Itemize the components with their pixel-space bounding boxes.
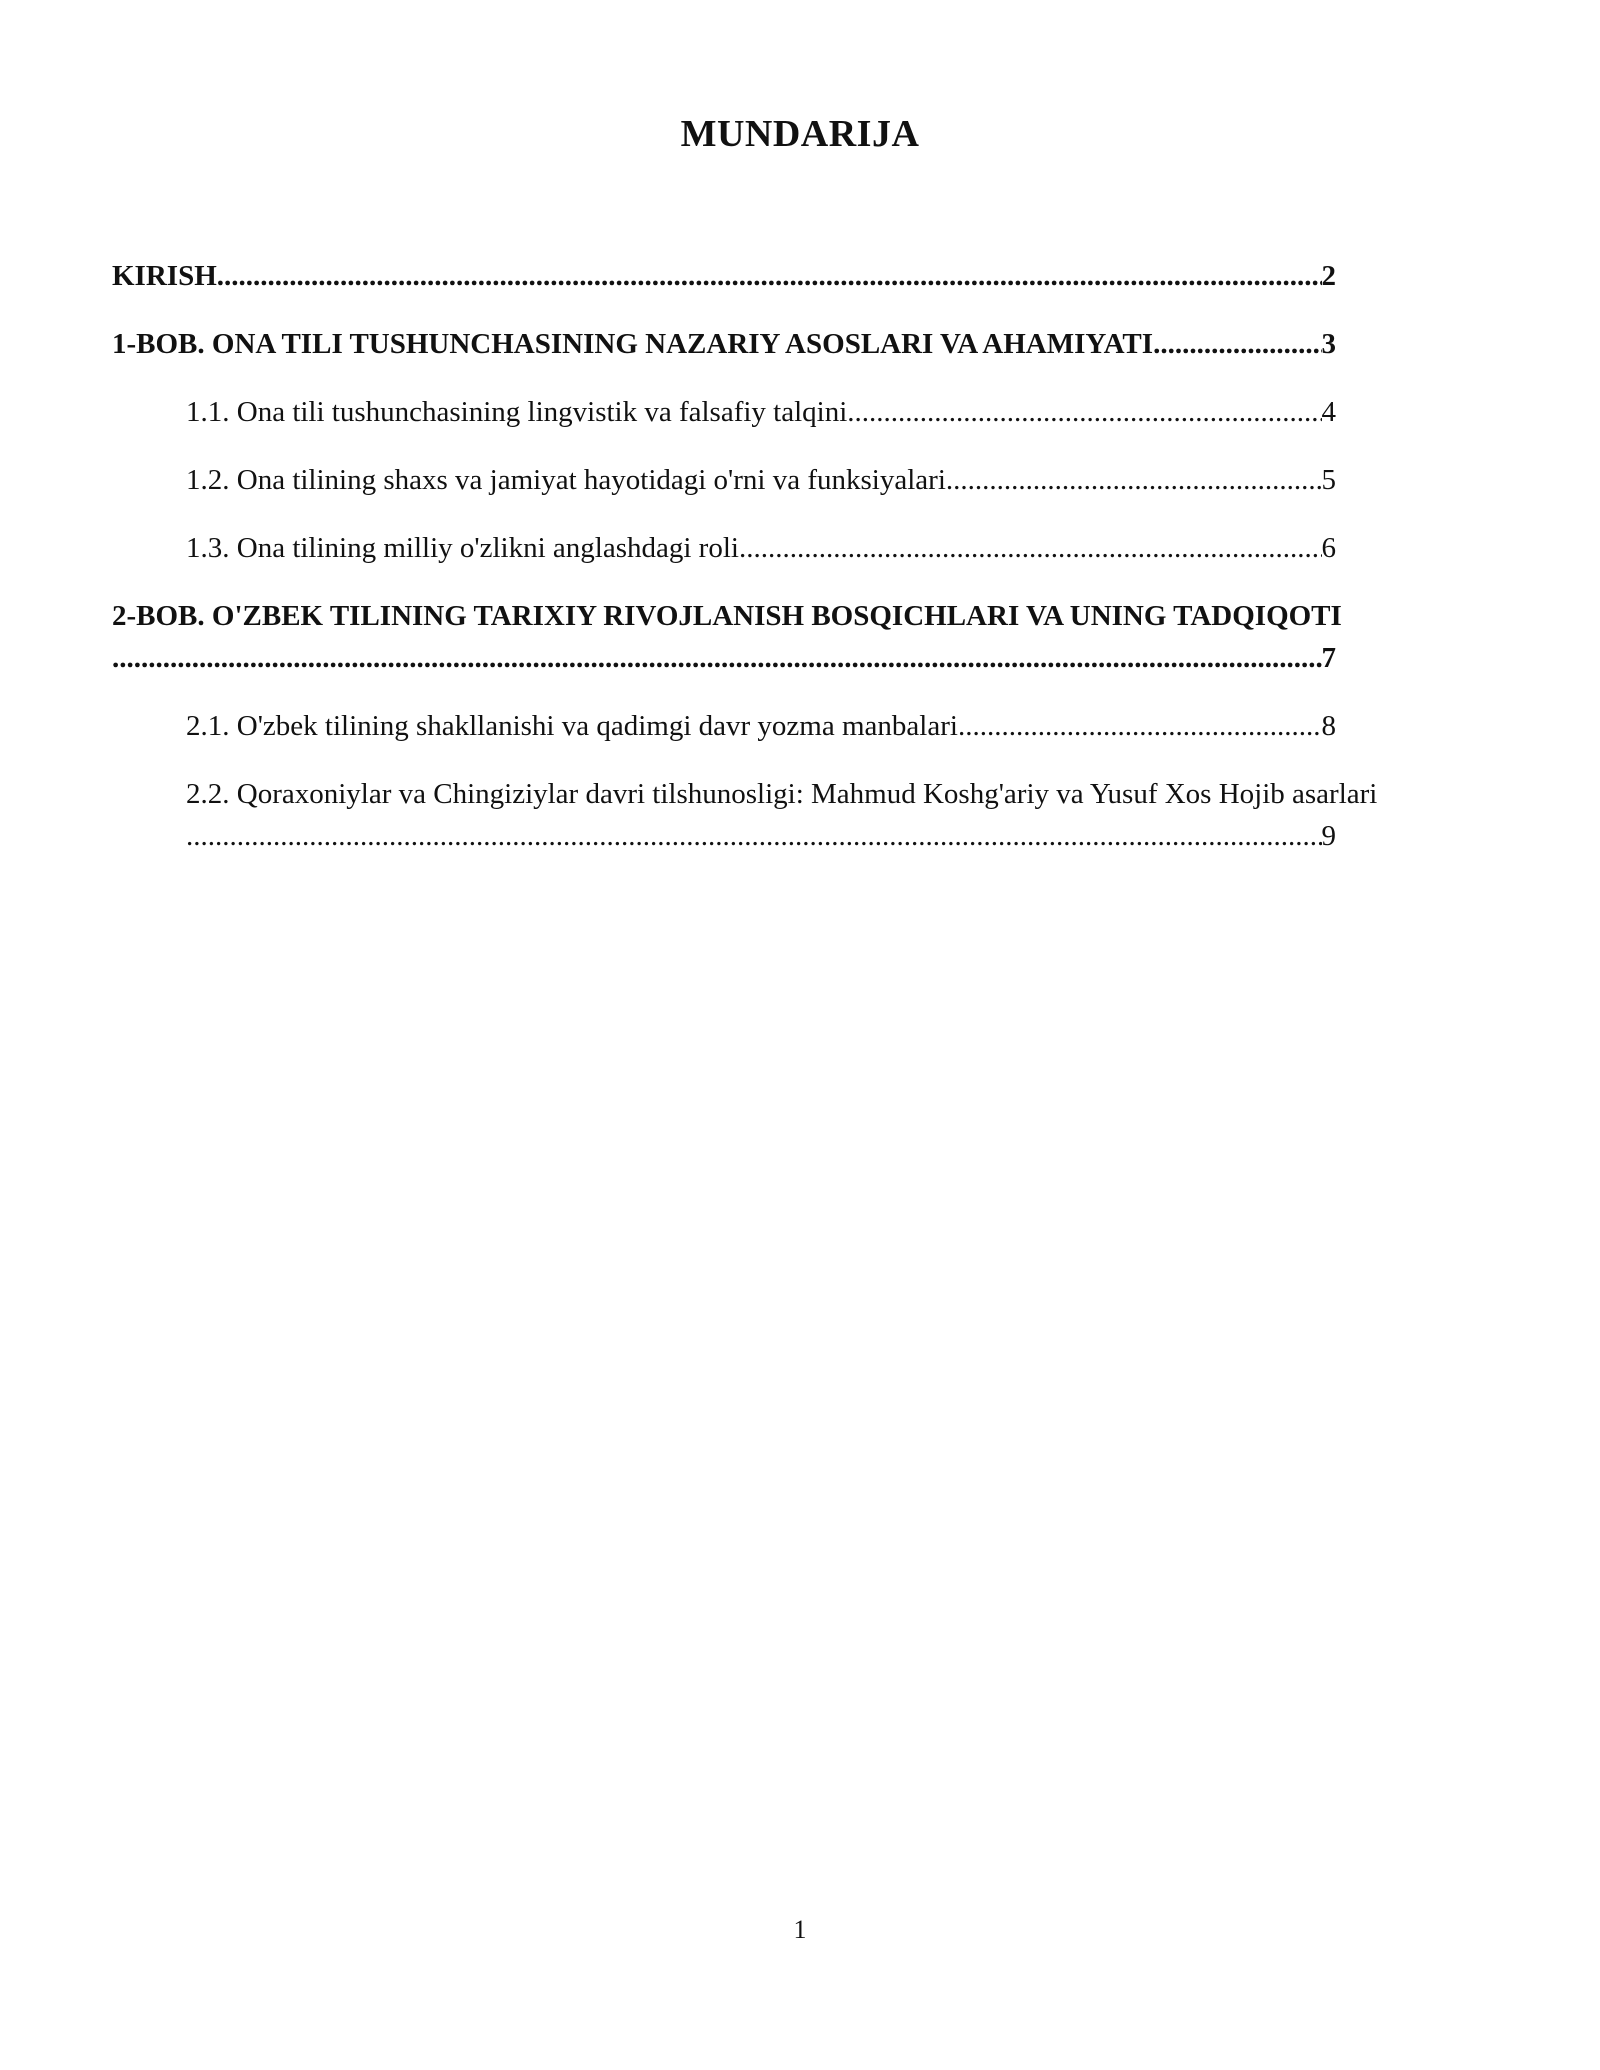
toc-leader-dots: [958, 706, 1322, 746]
toc-entry-chapter-2[interactable]: [112, 638, 1336, 678]
toc-entry-section-2-2[interactable]: [186, 816, 1336, 856]
toc-entry-page: 2: [1321, 260, 1336, 292]
toc-entry-section-1-2[interactable]: [186, 460, 1336, 500]
toc-leader-dots: [847, 392, 1321, 432]
toc-entry-page: 6: [1321, 532, 1336, 564]
toc-leader-dots: [946, 460, 1322, 500]
toc-entry-section-1-3[interactable]: [186, 528, 1336, 568]
toc-leader-dots: [217, 256, 1322, 296]
toc-entry-label: 1-BOB. ONA TILI TUSHUNCHASINING NAZARIY ASOSLARI VA AHAMIYATI: [112, 328, 1154, 360]
toc-entry-chapter-1[interactable]: [112, 324, 1336, 364]
toc-entry-chapter-2-label[interactable]: 2-BOB. O'ZBEK TILINING TARIXIY RIVOJLANISH BOSQICHLARI VA UNING TADQIQOTI: [112, 600, 1342, 632]
page-title: MUNDARIJA: [680, 113, 920, 155]
toc-entry-page: 8: [1321, 710, 1336, 742]
toc-entry-page: 7: [1321, 642, 1336, 674]
toc-entry-label: KIRISH: [112, 260, 217, 292]
toc-entry-page: 3: [1321, 328, 1336, 360]
toc-leader-dots: [739, 528, 1322, 568]
toc-entry-page: 4: [1321, 396, 1336, 428]
toc-entry-label: 1.2. Ona tilining shaxs va jamiyat hayotidagi o'rni va funksiyalari: [186, 464, 946, 496]
toc-leader-dots: [112, 638, 1322, 678]
toc-entry-section-2-1[interactable]: [186, 706, 1336, 746]
toc-leader-dots: [186, 816, 1322, 856]
toc-entry-page: 9: [1321, 820, 1336, 852]
page-number: 1: [793, 1915, 807, 1944]
toc-entry-page: 5: [1321, 464, 1336, 496]
toc-entry-label: 1.1. Ona tili tushunchasining lingvistik va falsafiy talqini: [186, 396, 848, 428]
toc-entry-section-2-2-label[interactable]: 2.2. Qoraxoniylar va Chingiziylar davri tilshunosligi: Mahmud Koshg'ariy va Yusuf Xos Hojib asarlari: [186, 778, 1378, 810]
toc-entry-label: 2.1. O'zbek tilining shakllanishi va qadimgi davr yozma manbalari: [186, 710, 958, 742]
toc-entry-kirish[interactable]: [112, 256, 1336, 296]
toc-entry-label: 1.3. Ona tilining milliy o'zlikni anglashdagi roli: [186, 532, 739, 564]
toc-leader-dots: [1153, 324, 1321, 364]
toc-entry-section-1-1[interactable]: [186, 392, 1336, 432]
